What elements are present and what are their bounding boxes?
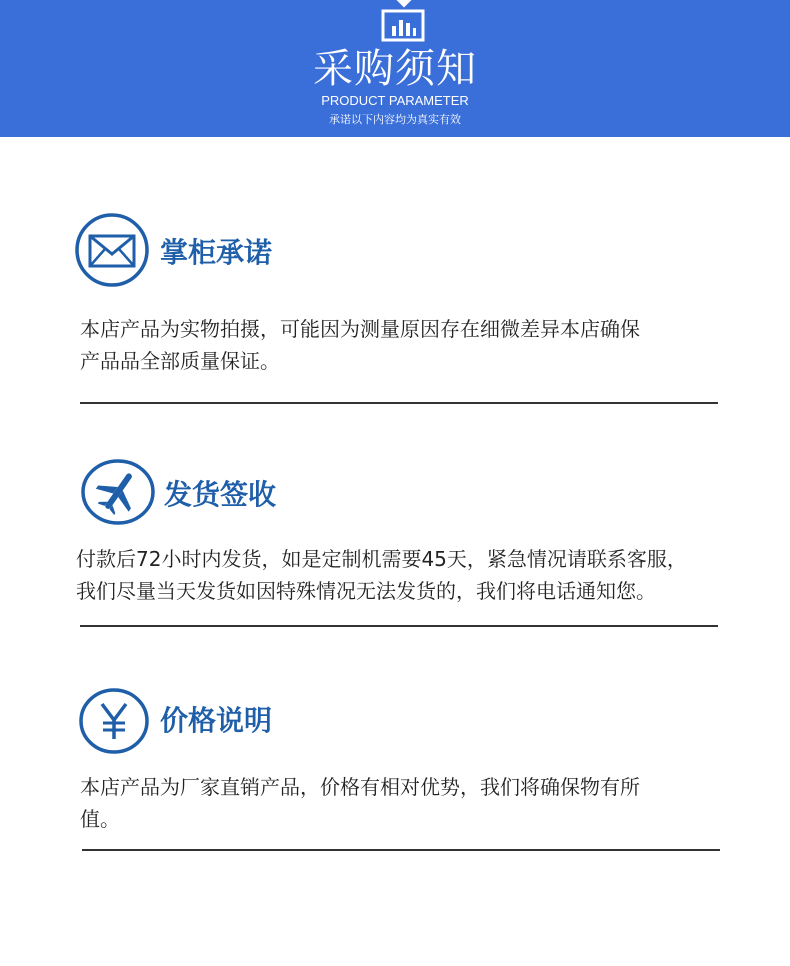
text-line: 值。 [80,807,120,831]
section-title-price: 价格说明 [160,704,273,737]
section-title-promise: 掌柜承诺 [160,236,273,269]
section-title-shipping: 发货签收 [164,478,277,511]
text-line: 本店产品为实物拍摄，可能因为测量原因存在细微差异本店确保 [80,317,640,341]
airplane-icon [80,458,156,526]
text-line: 我们尽量当天发货如因特殊情况无法发货的，我们将电话通知您。 [76,579,656,603]
text-line: 付款后72小时内发货，如是定制机需要45天，紧急情况请联系客服， [76,547,687,571]
divider [82,849,720,851]
banner-subtitle: PRODUCT PARAMETER [321,93,469,108]
envelope-icon [74,212,150,288]
section-text-shipping [76,543,687,607]
yen-icon [78,687,150,755]
banner-title: 采购须知 [313,46,477,92]
banner-note: 承诺以下内容均为真实有效 [329,113,461,126]
text-line: 产品品全部质量保证。 [80,349,280,373]
header-banner [0,0,790,137]
divider [80,625,718,627]
text-line: 本店产品为厂家直销产品，价格有相对优势，我们将确保物有所 [80,775,640,799]
section-text-price [80,771,640,835]
section-text-promise [80,313,640,377]
bar-chart-icon [381,8,425,42]
divider [80,402,718,404]
banner-notch [396,0,413,7]
